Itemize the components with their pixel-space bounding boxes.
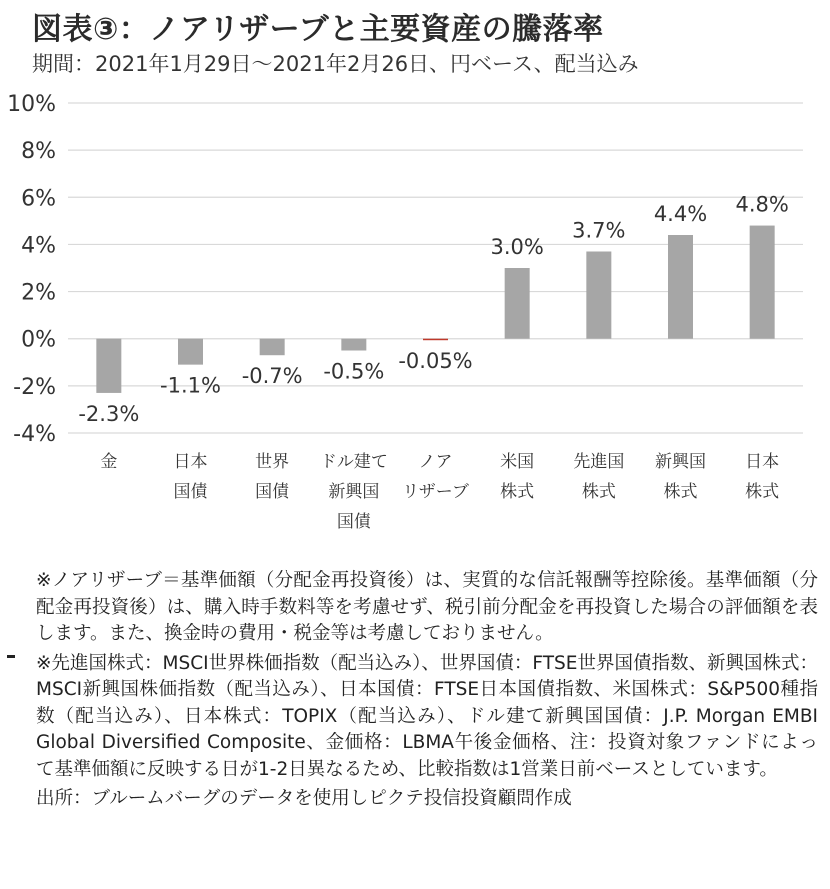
y-tick-label: 8% [21, 139, 56, 165]
y-tick-label: 10% [7, 92, 56, 117]
y-tick-label: -2% [13, 374, 56, 400]
bar [750, 226, 775, 339]
category-label: 米国 [500, 452, 535, 472]
category-label: 国債 [336, 512, 371, 532]
bar [341, 339, 366, 351]
footnote-source: 出所：ブルームバーグのデータを使用しピクテ投信投資顧問作成 [36, 788, 572, 809]
bar [505, 268, 530, 339]
category-label: 金 [100, 452, 118, 472]
footnotes [36, 568, 818, 816]
category-label: 株式 [745, 482, 780, 502]
bar [178, 339, 203, 365]
y-tick-label: 2% [21, 280, 56, 306]
category-label: 新興国 [655, 452, 706, 472]
data-label: 3.0% [490, 235, 544, 259]
bar [260, 339, 285, 356]
bar [668, 235, 693, 339]
data-label: 4.4% [653, 202, 708, 226]
category-label: 日本 [745, 452, 780, 472]
margin-mark [7, 655, 15, 658]
chart-subtitle: 期間：2021年1月29日～2021年2月26日、円ベース、配当込み [32, 52, 639, 76]
bar [586, 252, 611, 339]
category-label: 日本 [173, 452, 208, 472]
category-label: ドル建て [319, 452, 388, 472]
y-tick-label: 4% [21, 233, 56, 259]
footnote-noah-reserve: ※ノアリザーブ＝基準価額（分配金再投資後）は、実質的な信託報酬等控除後。基準価額（分配金再投資後）は、購入時手数料等を考慮せず、税引前分配金を再投資した場合の評価額を表します。また、換金時の費用・税金等は考慮しておりません。 [36, 570, 818, 644]
y-tick-label: 6% [21, 186, 56, 212]
category-label: 先進国 [573, 452, 625, 472]
category-label: 国債 [173, 482, 208, 502]
category-label: ノア [418, 452, 453, 472]
y-tick-label: -4% [13, 422, 56, 447]
bar [96, 339, 121, 393]
category-label: 株式 [663, 482, 698, 502]
category-label: 国債 [255, 482, 290, 502]
category-label: 新興国 [328, 482, 380, 502]
data-label: -0.5% [323, 359, 385, 384]
data-label: -2.3% [78, 401, 140, 426]
data-label: -1.1% [160, 373, 221, 398]
category-label: 株式 [500, 482, 535, 502]
bar [423, 339, 448, 341]
category-label: 世界 [255, 452, 290, 472]
data-label: -0.05% [398, 348, 473, 373]
data-label: 3.7% [572, 218, 626, 243]
footnote-indices: ※先進国株式：MSCI世界株価指数（配当込み）、世界国債：FTSE世界国債指数、新興国株式：MSCI新興国株価指数（配当込み）、日本国債：FTSE日本国債指数、米国株式：S&P500種指数（配当込み）、日本株式：TOPIX（配当込み）、ドル建て新興国国債：J.P. Morgan EMBI Global Diversified Composite、金価格：LBMA午後金価格、注：投資対象ファンドによって基準価額に反映する日が1-2日異なるため、比較指数は1営業日前ベースとしています。 [36, 652, 818, 780]
chart-title: 図表③：ノアリザーブと主要資産の騰落率 [32, 12, 604, 47]
category-label: 株式 [581, 482, 616, 502]
y-tick-label: 0% [21, 327, 56, 353]
category-label: リザーブ [402, 482, 469, 502]
data-label: -0.7% [241, 364, 303, 389]
data-label: 4.8% [735, 192, 789, 217]
